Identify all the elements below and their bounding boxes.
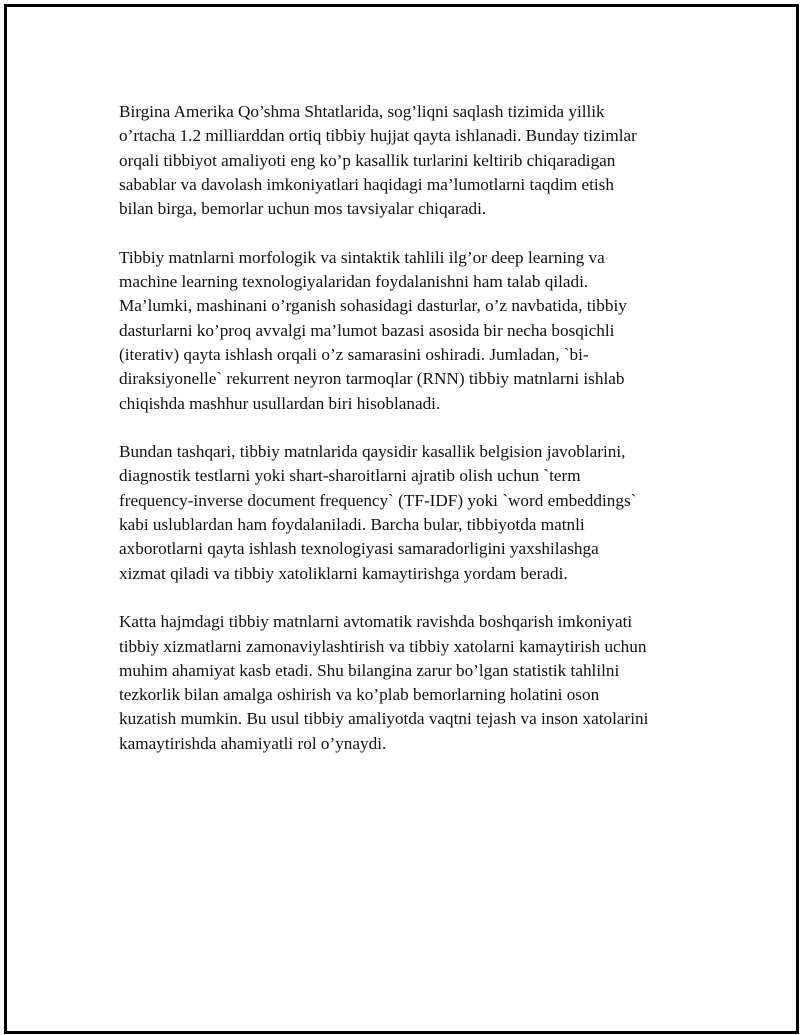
text-line: kamaytirishda ahamiyatli rol o’ynaydi. <box>119 733 387 753</box>
paragraph-4 <box>119 610 709 756</box>
text-line: Katta hajmdagi tibbiy matnlarni avtomatik ravishda boshqarish imkoniyati <box>119 612 633 632</box>
text-line: tezkorlik bilan amalga oshirish va ko’plab bemorlarning holatini oson <box>119 685 600 705</box>
page-frame <box>4 4 799 1034</box>
paragraph-2 <box>119 246 709 416</box>
text-line: chiqishda mashhur usullardan biri hisoblanadi. <box>119 393 441 413</box>
text-line: axborotlarni qayta ishlash texnologiyasi samaradorligini yaxshilashga <box>119 539 599 559</box>
text-line: frequency-inverse document frequency` (TF-IDF) yoki `word embeddings` <box>119 490 637 510</box>
text-line: muhim ahamiyat kasb etadi. Shu bilangina zarur bo’lgan statistik tahlilni <box>119 660 620 680</box>
text-line: o’rtacha 1.2 milliarddan ortiq tibbiy hujjat qayta ishlanadi. Bunday tizimlar <box>119 126 637 146</box>
text-line: Birgina Amerika Qo’shma Shtatlarida, sog’liqni saqlash tizimida yillik <box>119 102 605 121</box>
text-line: Ma’lumki, mashinani o’rganish sohasidagi dasturlar, o’z navbatida, tibbiy <box>119 296 627 316</box>
text-line: Tibbiy matnlarni morfologik va sintaktik tahlili ilg’or deep learning va <box>119 247 605 267</box>
text-line: sabablar va davolash imkoniyatlari haqidagi ma’lumotlarni taqdim etish <box>119 174 614 194</box>
paragraph-1 <box>119 100 709 221</box>
text-line: xizmat qiladi va tibbiy xatoliklarni kamaytirishga yordam beradi. <box>119 563 568 583</box>
text-line: dasturlarni ko’proq avvalgi ma’lumot bazasi asosida bir necha bosqichli <box>119 320 615 340</box>
text-line: diraksiyonelle` rekurrent neyron tarmoqlar (RNN) tibbiy matnlarni ishlab <box>119 369 625 389</box>
document-body <box>119 100 709 780</box>
text-line: diagnostik testlarni yoki shart-sharoitlarni ajratib olish uchun `term <box>119 466 581 486</box>
text-line: Bundan tashqari, tibbiy matnlarida qaysidir kasallik belgision javoblarini, <box>119 442 626 462</box>
text-line: orqali tibbiyot amaliyoti eng ko’p kasallik turlarini keltirib chiqaradigan <box>119 150 616 170</box>
paragraph-3 <box>119 440 709 586</box>
text-line: machine learning texnologiyalaridan foydalanishni ham talab qiladi. <box>119 272 589 292</box>
text-line: kabi uslublardan ham foydalaniladi. Barcha bular, tibbiyotda matnli <box>119 515 585 535</box>
text-line: (iterativ) qayta ishlash orqali o’z samarasini oshiradi. Jumladan, `bi- <box>119 344 589 364</box>
text-line: tibbiy xizmatlarni zamonaviylashtirish va tibbiy xatolarni kamaytirish uchun <box>119 636 647 656</box>
text-line: bilan birga, bemorlar uchun mos tavsiyalar chiqaradi. <box>119 199 487 219</box>
text-line: kuzatish mumkin. Bu usul tibbiy amaliyotda vaqtni tejash va inson xatolarini <box>119 709 649 729</box>
